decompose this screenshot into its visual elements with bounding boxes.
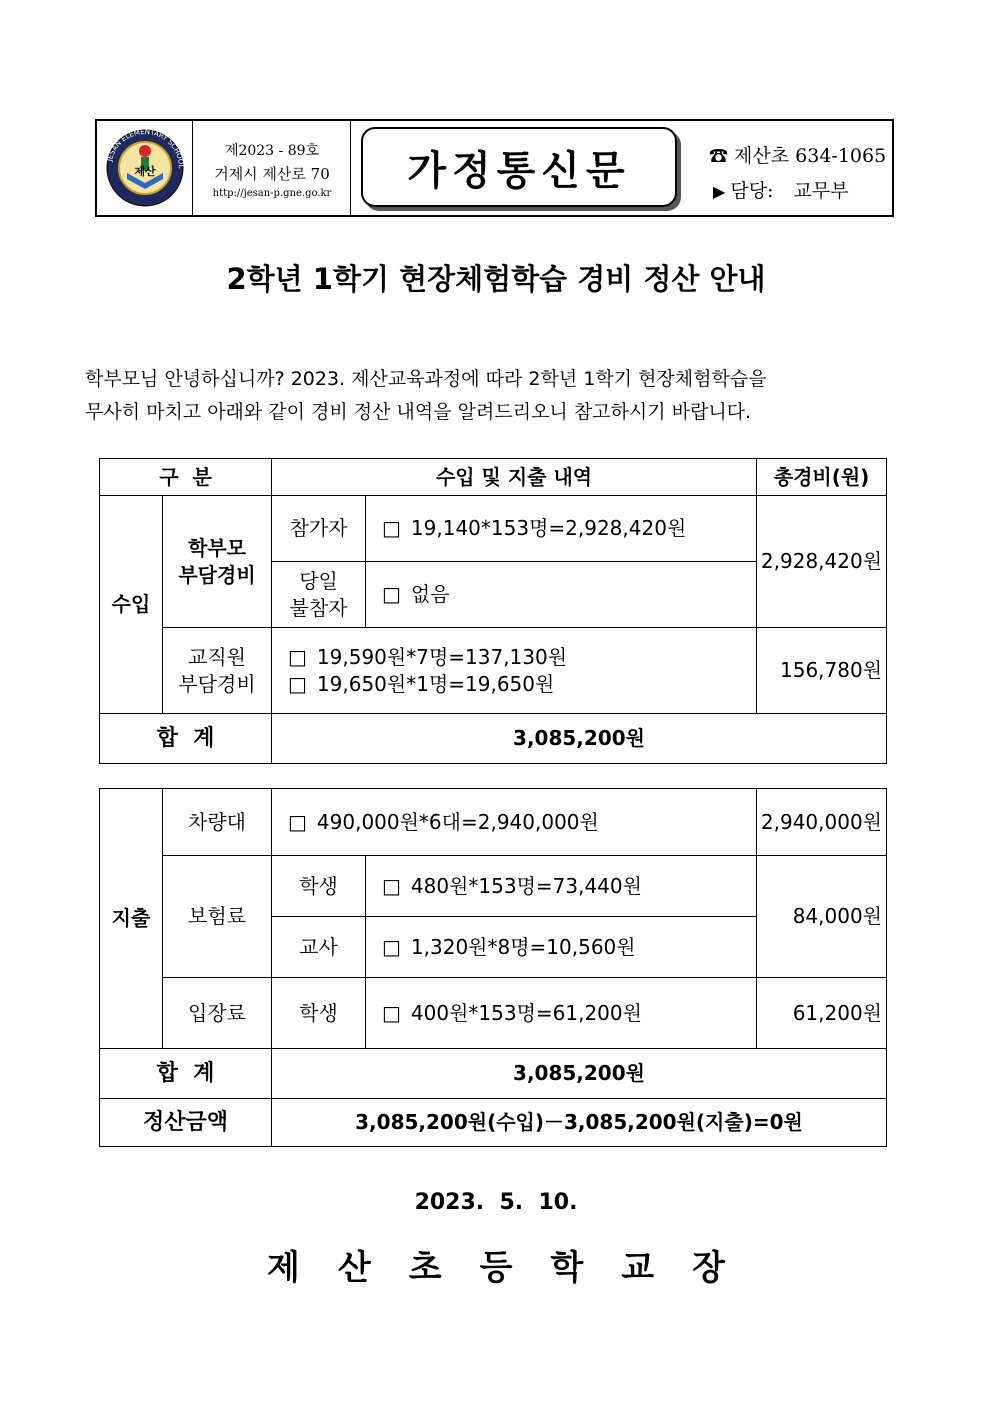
signer-char: 교	[621, 1248, 655, 1288]
checkbox-icon: □	[382, 934, 401, 959]
insurance-total: 84,000원	[757, 856, 887, 978]
expense-sum-row	[100, 1049, 887, 1099]
signer-char: 학	[550, 1248, 584, 1288]
ins-teacher-detail: □ 1,320원*8명=10,560원	[366, 917, 757, 978]
expense-table	[99, 788, 887, 1147]
signer-name	[0, 1240, 992, 1289]
signer-char: 산	[337, 1248, 371, 1288]
manager-value: 교무부	[793, 180, 849, 202]
admission-label: 입장료	[163, 978, 272, 1049]
table-row	[100, 496, 887, 562]
insurance-label: 보험료	[163, 856, 272, 978]
signer-char: 제	[266, 1248, 300, 1288]
signer-char: 장	[692, 1248, 725, 1288]
checkbox-icon: □	[382, 582, 401, 606]
school-address: 거제시 제산로 70	[214, 165, 330, 183]
document-date: 2023. 5. 10.	[414, 1190, 578, 1215]
vehicle-label: 차량대	[163, 789, 272, 856]
income-section-label: 수입	[100, 496, 163, 714]
participant-label: 참가자	[272, 496, 366, 562]
logo-cell	[97, 121, 193, 215]
table-row	[100, 628, 887, 714]
staff-total: 156,780원	[757, 628, 887, 714]
school-url[interactable]: http://jesan-p.gne.go.kr	[212, 188, 332, 199]
checkbox-icon: □	[288, 644, 307, 669]
header-total: 총경비(원)	[757, 459, 887, 496]
parent-expense-label: 학부모 부담경비	[163, 496, 272, 628]
staff-detail: □ 19,590원*7명=137,130원 □ 19,650원*1명=19,650원	[272, 628, 757, 714]
phone-icon: ☎	[709, 145, 735, 167]
intro-line-2: 무사히 마치고 아래와 같이 경비 정산 내역을 알려드리오니 참고하시기 바랍니다.	[85, 401, 752, 423]
newsletter-header	[95, 119, 894, 217]
checkbox-icon: □	[382, 873, 401, 898]
checkbox-icon: □	[288, 671, 307, 696]
income-sum-label: 합 계	[100, 714, 272, 764]
manager-label: 담당:	[730, 180, 774, 202]
checkbox-icon: □	[382, 516, 401, 540]
ins-student-detail: □ 480원*153명=73,440원	[366, 856, 757, 917]
vehicle-total: 2,940,000원	[757, 789, 887, 856]
arrow-right-icon: ▶	[713, 182, 731, 201]
admission-total: 61,200원	[757, 978, 887, 1049]
table-row	[100, 856, 887, 917]
manager-line	[713, 176, 849, 203]
header-detail: 수입 및 지출 내역	[272, 459, 757, 496]
income-table	[99, 458, 887, 764]
adm-student-label: 학생	[272, 978, 366, 1049]
expense-sum-label: 합 계	[100, 1049, 272, 1099]
phone-line	[709, 141, 886, 168]
table-header-row	[100, 459, 887, 496]
intro-line-1: 학부모님 안녕하십니까? 2023. 제산교육과정에 따라 2학년 1학기 현장체험학습을	[85, 368, 767, 390]
newsletter-title: 가정통신문	[361, 127, 677, 207]
parent-total: 2,928,420원	[757, 496, 887, 628]
document-title: 2학년 1학기 현장체험학습 경비 정산 안내	[226, 262, 766, 296]
income-sum-row	[100, 714, 887, 764]
expense-section-label: 지출	[100, 789, 163, 1049]
adm-student-detail: □ 400원*153명=61,200원	[366, 978, 757, 1049]
vehicle-detail: □ 490,000원*6대=2,940,000원	[272, 789, 757, 856]
absent-label: 당일 불참자	[272, 562, 366, 628]
absent-detail: □ 없음	[366, 562, 757, 628]
table-row	[100, 789, 887, 856]
staff-expense-label: 교직원 부담경비	[163, 628, 272, 714]
income-sum-value: 3,085,200원	[272, 714, 887, 764]
school-info	[193, 121, 351, 215]
ins-student-label: 학생	[272, 856, 366, 917]
participant-detail: □ 19,140*153명=2,928,420원	[366, 496, 757, 562]
logo-ring-text: JESAN ELEMENTARY SCHOOL	[105, 127, 186, 169]
checkbox-icon: □	[382, 1000, 401, 1025]
settlement-value: 3,085,200원(수입)－3,085,200원(지출)=0원	[272, 1099, 887, 1147]
expense-sum-value: 3,085,200원	[272, 1049, 887, 1099]
settlement-row	[100, 1099, 887, 1147]
settlement-label: 정산금액	[100, 1099, 272, 1147]
signer-char: 등	[479, 1248, 513, 1288]
signer-char: 초	[408, 1248, 442, 1288]
table-row	[100, 978, 887, 1049]
issue-number: 제2023 - 89호	[224, 143, 320, 159]
ins-teacher-label: 교사	[272, 917, 366, 978]
phone-number: 제산초 634-1065	[734, 145, 887, 167]
logo-text: 제산	[134, 165, 156, 178]
checkbox-icon: □	[288, 809, 307, 834]
school-logo	[97, 121, 193, 215]
header-category: 구 분	[100, 459, 272, 496]
